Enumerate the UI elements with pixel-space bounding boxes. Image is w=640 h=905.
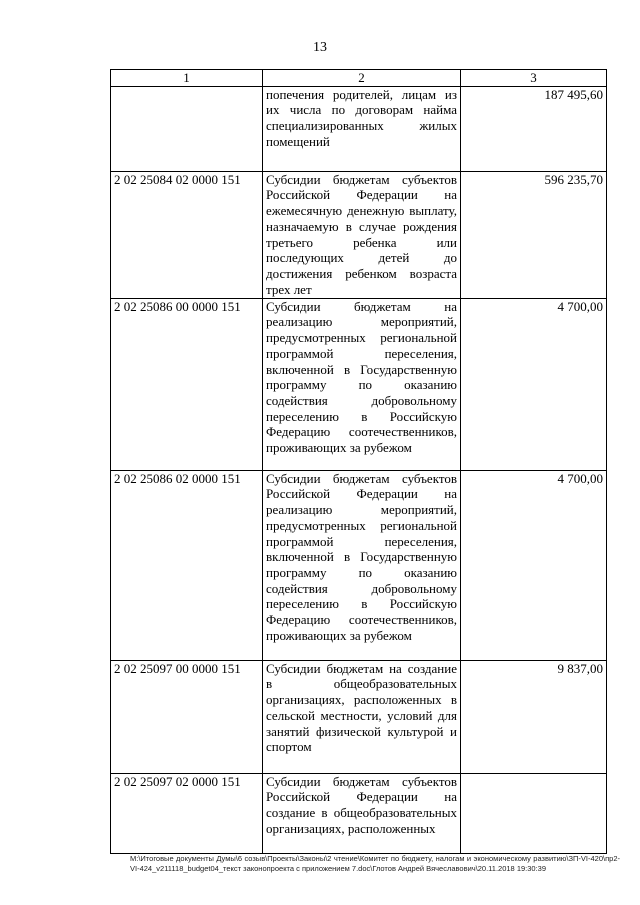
budget-amount: 4 700,00 [461,470,607,660]
table-row [111,660,607,773]
table-row [111,773,607,853]
budget-description: попечения родителей, лицам из их числа по договорам найма специализированных жилых помещений [263,86,461,171]
table-header-row [111,70,607,87]
budget-description: Субсидии бюджетам субъектов Российской Федерации на создание в общеобразовательных организациях, расположенных [263,773,461,853]
column-header-3: 3 [461,70,607,87]
budget-code: 2 02 25086 02 0000 151 [111,470,263,660]
budget-amount: 187 495,60 [461,86,607,171]
page-number: 13 [313,40,327,55]
column-header-1: 1 [111,70,263,87]
budget-description: Субсидии бюджетам субъектов Российской Федерации на ежемесячную денежную выплату, назначаемую в случае рождения третьего ребенка или последующих детей до достижения ребенком возраста трех лет [263,171,461,298]
table-row [111,171,607,298]
budget-amount: 4 700,00 [461,298,607,470]
budget-amount: 9 837,00 [461,660,607,773]
budget-code: 2 02 25086 00 0000 151 [111,298,263,470]
budget-code: 2 02 25097 02 0000 151 [111,773,263,853]
table-row [111,298,607,470]
budget-description: Субсидии бюджетам субъектов Российской Федерации на реализацию мероприятий, предусмотренных региональной программой переселения, включенной в Государственную программу по оказанию содействия добровольному переселению в Российскую Федерацию соотечественников, проживающих за рубежом [263,470,461,660]
budget-amount [461,773,607,853]
budget-table [110,69,607,854]
table-row [111,470,607,660]
budget-code: 2 02 25097 00 0000 151 [111,660,263,773]
budget-description: Субсидии бюджетам на реализацию мероприятий, предусмотренных региональной программой переселения, включенной в Государственную программу по оказанию содействия добровольному переселению в Российскую Федерацию соотечественников, проживающих за рубежом [263,298,461,470]
budget-amount: 596 235,70 [461,171,607,298]
column-header-2: 2 [263,70,461,87]
budget-code [111,86,263,171]
budget-code: 2 02 25084 02 0000 151 [111,171,263,298]
table-row [111,86,607,171]
document-file-path: M:\Итоговые документы Думы\6 созыв\Проекты\Законы\2 чтение\Комитет по бюджету, налогам и экономическому развитию\ЗП-VI-420\пр2-VI-424_v211118_budget04_текст законопроекта с приложением 7.doc\Глотов Андрей Вячеславович\20.11.2018 19:30:39 [130,854,620,873]
budget-description: Субсидии бюджетам на создание в общеобразовательных организациях, расположенных в сельской местности, условий для занятий физической культурой и спортом [263,660,461,773]
